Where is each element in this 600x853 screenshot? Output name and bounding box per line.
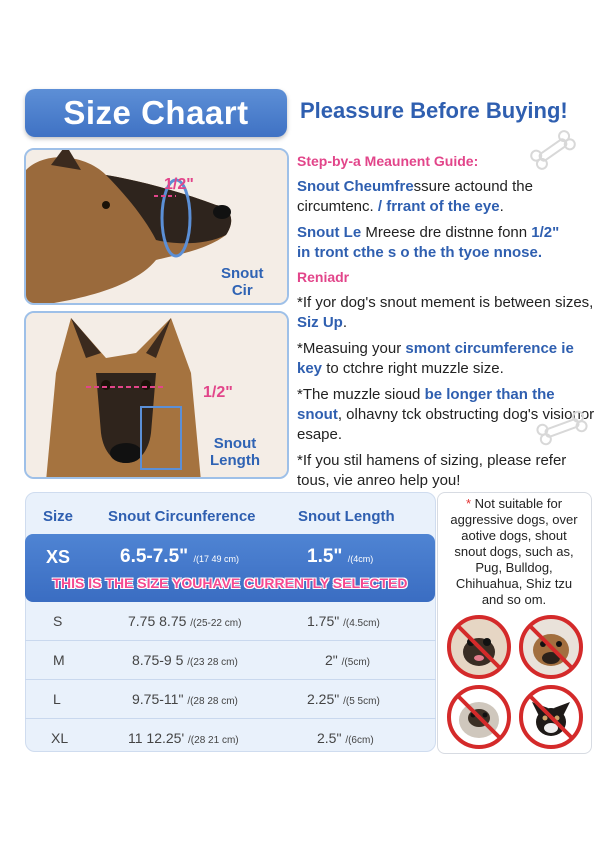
circumference-emphasis: / frrant of the eye — [377, 198, 500, 215]
front-view-dog-photo — [24, 311, 289, 479]
side-measure-label: 1/2" — [164, 176, 194, 193]
reminder-emphasis: smont circumference ie key — [297, 340, 574, 377]
table-row[interactable] — [25, 680, 436, 719]
reminder-text: , olhavny tck obstructing dog's visionor esape. — [297, 406, 595, 443]
length-cm: /(4.5cm) — [343, 618, 380, 629]
circumference-text: ssure actound the — [413, 178, 533, 195]
length-cell — [317, 730, 374, 746]
length-emphasis: 1/2" — [531, 224, 560, 241]
reminder-heading: Reniadr — [297, 269, 350, 285]
reminder-text: *If yor dog's snout mement is between sizes, — [297, 294, 594, 311]
selected-size: XS — [46, 547, 71, 567]
page-subtitle: Pleassure Before Buying! — [300, 98, 568, 123]
table-row[interactable] — [25, 602, 436, 641]
selected-length — [307, 546, 373, 568]
circumference-value: 8.75-9 5 — [132, 652, 184, 668]
caption-line: Snout — [221, 265, 264, 282]
circumference-cell — [128, 613, 241, 629]
selected-circumference — [120, 546, 239, 568]
length-cell — [325, 652, 370, 668]
page-title: Size Chaart — [63, 94, 249, 131]
length-cm: /(5 5cm) — [343, 696, 380, 707]
circumference-cm: /(28 21 cm) — [188, 735, 239, 746]
caption-line: Cir — [231, 282, 253, 299]
length-value: 2" — [325, 652, 338, 668]
column-header-circumference: Snout Circunference — [108, 508, 256, 525]
no-shih-tzu-icon — [446, 684, 512, 750]
warning-text: Not suitable for aggressive dogs, over aotive dogs, shout snout dogs, such as, Pug, Bulldog, Chihuahua, Shiz tzu and so om. — [450, 496, 578, 607]
circumference-cm: /(17 49 cm) — [193, 554, 239, 564]
reminder-item — [297, 339, 595, 379]
length-value: 2.25" — [307, 691, 340, 707]
circumference-cm: /(25-22 cm) — [190, 618, 242, 629]
circumference-cell — [128, 730, 239, 746]
column-header-size: Size — [43, 508, 74, 525]
size-cell: L — [53, 691, 61, 707]
reminder-emphasis: Siz Up — [297, 314, 343, 331]
no-bulldog-icon — [518, 614, 584, 680]
reminder-text: to ctchre right muzzle size. — [322, 360, 504, 377]
circumference-value: 9.75-11" — [132, 691, 184, 707]
punctuation: . — [499, 198, 504, 215]
length-value: 1.5" — [307, 546, 343, 567]
reminder-emphasis: be longer than the snout — [297, 386, 555, 423]
punctuation: . — [342, 314, 348, 331]
side-view-dog-photo — [24, 148, 289, 305]
front-measure-label: 1/2" — [203, 384, 233, 401]
circumference-cell — [132, 652, 238, 668]
guide-heading: Step-by-a Meaunent Guide: — [297, 153, 479, 169]
circumference-cm: /(28 28 cm) — [187, 696, 238, 707]
unsuitable-breeds-note — [444, 496, 584, 608]
length-cm: /(4cm) — [347, 554, 374, 564]
no-chihuahua-icon — [518, 684, 584, 750]
length-cm: /(6cm) — [345, 735, 374, 746]
circumference-cm: /(23 28 cm) — [187, 657, 238, 668]
snout-circumference-caption — [221, 265, 264, 299]
length-value: 1.75" — [307, 613, 340, 629]
table-row[interactable] — [25, 719, 436, 758]
circumference-instruction — [297, 177, 595, 217]
snout-length-caption — [210, 435, 260, 469]
no-pug-icon — [446, 614, 512, 680]
reminder-text: *The muzzle sioud — [297, 386, 425, 403]
length-instruction — [297, 223, 595, 263]
circumference-value: 11 12.25' — [128, 730, 185, 746]
circumference-value: 6.5-7.5" — [120, 546, 189, 567]
column-header-length: Snout Length — [298, 508, 395, 525]
circumference-label: Snout Cheumfre — [297, 178, 414, 195]
selected-size-row[interactable] — [25, 534, 435, 602]
circumference-cell — [132, 691, 238, 707]
caption-line: Length — [210, 452, 260, 469]
reminder-item — [297, 293, 595, 333]
selected-size-banner: THIS IS THE SIZE YOUHAVE CURRENTLY SELECTED — [52, 575, 408, 591]
bone-icon — [528, 130, 578, 170]
length-cm: /(5cm) — [341, 657, 370, 668]
length-cell — [307, 691, 380, 707]
bone-icon — [535, 408, 590, 448]
reminder-text: *Measuing your — [297, 340, 406, 357]
size-cell: M — [53, 652, 65, 668]
caption-line: Snout — [213, 435, 257, 452]
length-value: 2.5" — [317, 730, 342, 746]
size-chart-title-banner — [25, 89, 287, 137]
length-emphasis: in tront cthe s o the th tyoe nnose. — [297, 244, 543, 261]
circumference-text: circumtenc. — [297, 198, 378, 215]
size-cell: XL — [51, 730, 69, 746]
size-cell: S — [53, 613, 63, 629]
circumference-value: 7.75 8.75 — [128, 613, 187, 629]
length-cell — [307, 613, 380, 629]
table-row[interactable] — [25, 641, 436, 680]
length-label: Snout Le — [297, 224, 362, 241]
reminder-item: *If you stil hamens of sizing, please refer tous, vie anreo help you! — [297, 452, 567, 489]
warning-star: * — [465, 496, 471, 511]
length-text: Mreese dre distnne fonn — [365, 224, 532, 241]
